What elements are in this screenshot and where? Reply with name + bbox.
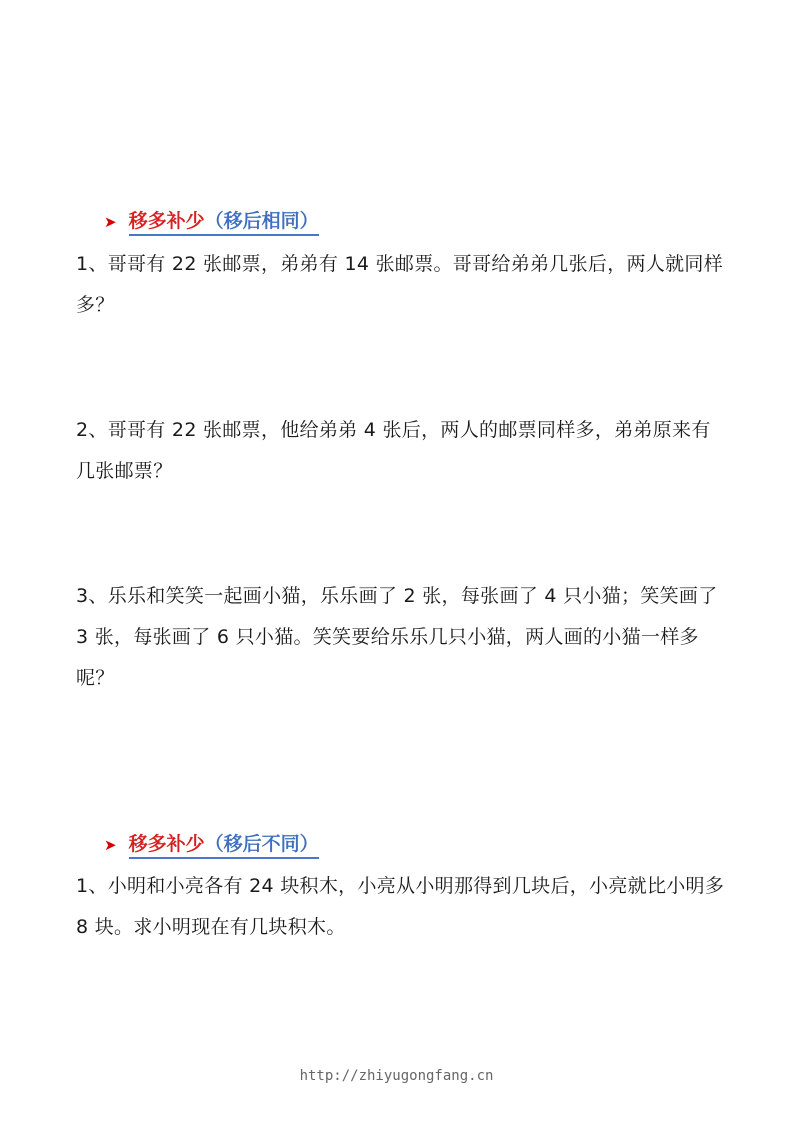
section-title: [129, 832, 319, 859]
footer-url: http://zhiyugongfang.cn: [299, 1068, 494, 1084]
section-title: [129, 209, 319, 236]
section-heading-1: [104, 208, 319, 236]
arrow-bullet-icon: ➤: [104, 212, 117, 231]
section-title-paren: （移后相同）: [204, 209, 319, 232]
problem-1-3: 3、乐乐和笑笑一起画小猫，乐乐画了 2 张，每张画了 4 只小猫；笑笑画了 3 张，每张画了 6 只小猫。笑笑要给乐乐几只小猫，两人画的小猫一样多呢？: [76, 585, 718, 689]
problem-2-1: 1、小明和小亮各有 24 块积木，小亮从小明那得到几块后，小亮就比小明多 8 块。求小明现在有几块积木。: [76, 875, 725, 938]
section-title-paren: （移后不同）: [204, 832, 319, 855]
section-title-main: 移多补少: [128, 209, 205, 232]
section-heading-2: [104, 831, 319, 859]
problem-1-1: 1、哥哥有 22 张邮票，弟弟有 14 张邮票。哥哥给弟弟几张后，两人就同样多？: [76, 253, 724, 316]
arrow-bullet-icon: ➤: [104, 835, 117, 854]
section-title-main: 移多补少: [128, 832, 205, 855]
problem-1-2: 2、哥哥有 22 张邮票，他给弟弟 4 张后，两人的邮票同样多，弟弟原来有几张邮票？: [76, 419, 711, 482]
